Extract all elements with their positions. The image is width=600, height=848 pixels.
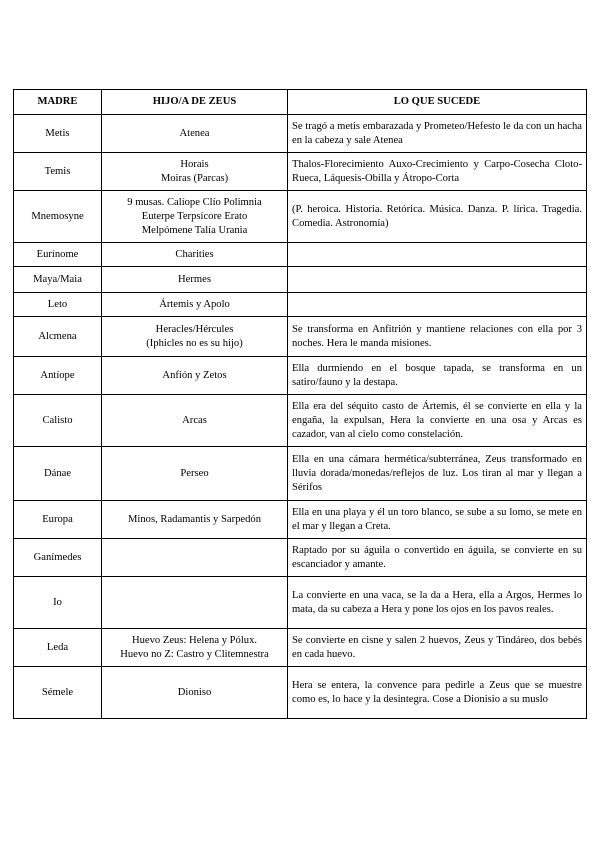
table-row (14, 395, 587, 447)
table-header-row (14, 90, 587, 115)
table-row (14, 267, 587, 293)
cell-mother: Temis (14, 153, 102, 191)
table-row (14, 317, 587, 357)
cell-mother: Ganímedes (14, 539, 102, 577)
cell-mother: Antíope (14, 357, 102, 395)
cell-event: Se tragó a metis embarazada y Prometeo/Hefesto le da con un hacha en la cabeza y sale Atenea (288, 115, 587, 153)
cell-child: Perseo (102, 447, 288, 501)
table-row (14, 447, 587, 501)
table-row (14, 629, 587, 667)
cell-child: Horais Moiras (Parcas) (102, 153, 288, 191)
cell-event (288, 243, 587, 267)
cell-event: Ella era del séquito casto de Ártemis, él se convierte en ella y la engaña, la expulsan, Hera la convierte en una osa y Arcas es cazador, van al cielo como constelación. (288, 395, 587, 447)
table-row (14, 153, 587, 191)
cell-mother: Mnemosyne (14, 191, 102, 243)
cell-mother: Europa (14, 501, 102, 539)
cell-event: Ella en una playa y él un toro blanco, se sube a su lomo, se mete en el mar y llegan a Creta. (288, 501, 587, 539)
cell-mother: Leda (14, 629, 102, 667)
table-row (14, 577, 587, 629)
table-row (14, 243, 587, 267)
table-row (14, 539, 587, 577)
cell-event: Ella en una cámara hermética/subterránea, Zeus transformado en lluvia dorada/monedas/reflejos de luz. Los tiran al mar y llegan a Sérifos (288, 447, 587, 501)
cell-child: Arcas (102, 395, 288, 447)
cell-event: Thalos-Florecimiento Auxo-Crecimiento y Carpo-Cosecha Cloto-Rueca, Láquesis-Obilla y Átropo-Corta (288, 153, 587, 191)
cell-mother: Io (14, 577, 102, 629)
cell-event: Se convierte en cisne y salen 2 huevos, Zeus y Tindáreo, dos bebés en cada huevo. (288, 629, 587, 667)
cell-mother: Metis (14, 115, 102, 153)
mythology-table (13, 89, 587, 719)
table-row (14, 501, 587, 539)
header-sucede: LO QUE SUCEDE (288, 90, 587, 115)
table-row (14, 115, 587, 153)
cell-child: Anfión y Zetos (102, 357, 288, 395)
cell-event: (P. heroica. Historia. Retórica. Música. Danza. P. lírica. Tragedia. Comedia. Astronomía) (288, 191, 587, 243)
cell-child: Charities (102, 243, 288, 267)
cell-event: Hera se entera, la convence para pedirle a Zeus que se muestre como es, lo hace y la desintegra. Cose a Dionisio a su muslo (288, 667, 587, 719)
table-row (14, 191, 587, 243)
cell-mother: Dánae (14, 447, 102, 501)
cell-child: Dioniso (102, 667, 288, 719)
cell-mother: Calisto (14, 395, 102, 447)
cell-child: Heracles/Hércules (Iphicles no es su hijo) (102, 317, 288, 357)
cell-event (288, 267, 587, 293)
cell-mother: Eurínome (14, 243, 102, 267)
cell-mother: Maya/Maia (14, 267, 102, 293)
cell-child: Hermes (102, 267, 288, 293)
table-row (14, 293, 587, 317)
cell-child (102, 577, 288, 629)
cell-child: 9 musas. Calíope Clío Polimnia Euterpe Terpsícore Erato Melpómene Talía Urania (102, 191, 288, 243)
table-row (14, 357, 587, 395)
cell-mother: Leto (14, 293, 102, 317)
cell-child: Ártemis y Apolo (102, 293, 288, 317)
cell-event: Ella durmiendo en el bosque tapada, se transforma en un satiro/fauno y la destapa. (288, 357, 587, 395)
cell-event: La convierte en una vaca, se la da a Hera, ella a Argos, Hermes lo mata, da su cabeza a Hera y pone los ojos en los pavos reales. (288, 577, 587, 629)
cell-child (102, 539, 288, 577)
header-madre: MADRE (14, 90, 102, 115)
cell-child: Atenea (102, 115, 288, 153)
cell-mother: Sémele (14, 667, 102, 719)
cell-event: Raptado por su águila o convertido en águila, se convierte en su escanciador y amante. (288, 539, 587, 577)
header-hijo: HIJO/A DE ZEUS (102, 90, 288, 115)
cell-event (288, 293, 587, 317)
table-row (14, 667, 587, 719)
cell-child: Huevo Zeus: Helena y Pólux. Huevo no Z: Castro y Clitemnestra (102, 629, 288, 667)
cell-mother: Alcmena (14, 317, 102, 357)
cell-child: Minos, Radamantis y Sarpedón (102, 501, 288, 539)
cell-event: Se transforma en Anfitrión y mantiene relaciones con ella por 3 noches. Hera le manda misiones. (288, 317, 587, 357)
